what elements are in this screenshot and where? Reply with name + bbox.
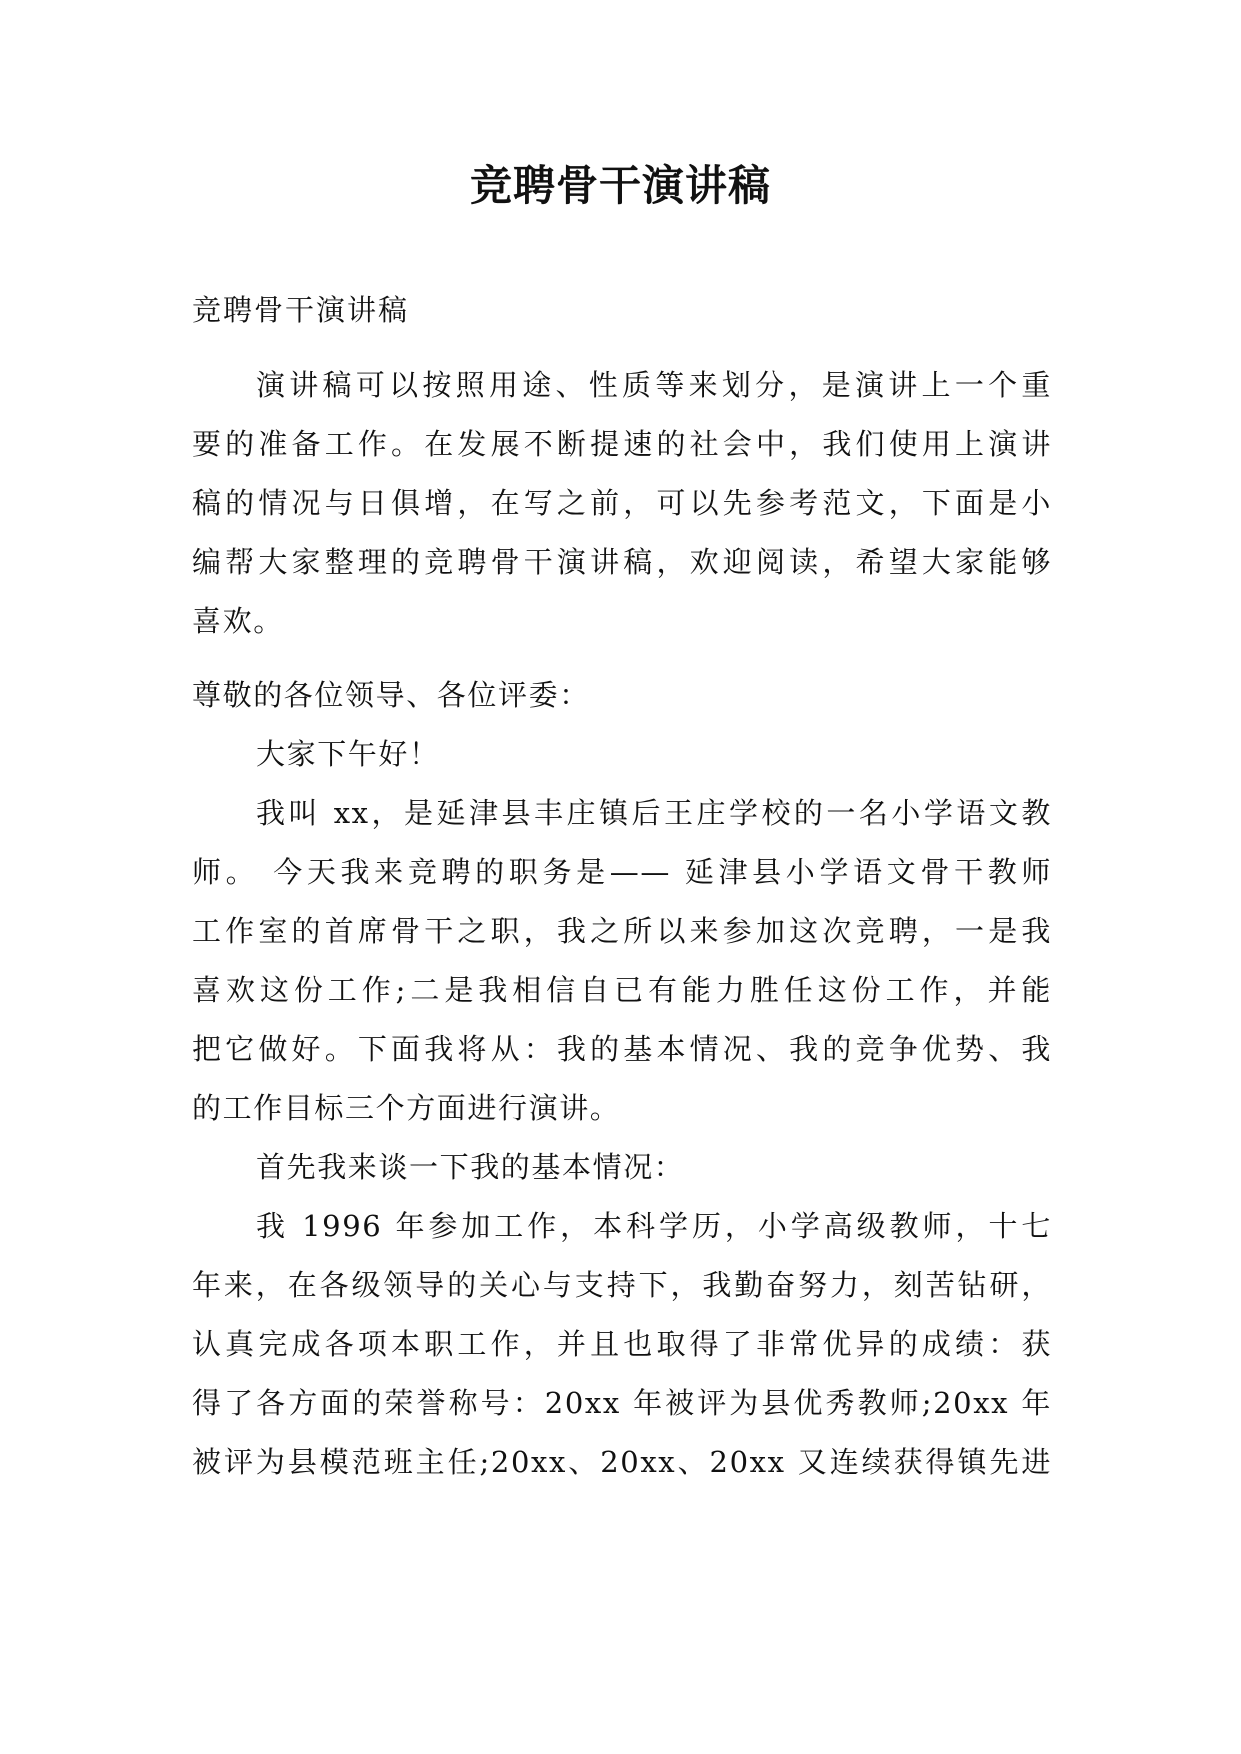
intro-line: 稿的情况与日俱增，在写之前，可以先参考范文，下面是小 xyxy=(192,486,1052,520)
body-line: 我 1996 年参加工作，本科学历，小学高级教师，十七 xyxy=(256,1209,1052,1243)
document-subtitle: 竞聘骨干演讲稿 xyxy=(192,293,410,327)
intro-paragraph xyxy=(192,356,1052,651)
intro-line: 要的准备工作。在发展不断提速的社会中，我们使用上演讲 xyxy=(192,427,1052,461)
body-line: 得了各方面的荣誉称号：20xx 年被评为县优秀教师;20xx 年 xyxy=(192,1386,1052,1420)
body-line: 被评为县模范班主任;20xx、20xx、20xx 又连续获得镇先进 xyxy=(192,1445,1052,1479)
body-line: 认真完成各项本职工作，并且也取得了非常优异的成绩：获 xyxy=(192,1327,1052,1361)
body-line: 师。 今天我来竞聘的职务是—— 延津县小学语文骨干教师 xyxy=(192,855,1052,889)
greeting: 大家下午好！ xyxy=(256,737,440,771)
document-title: 竞聘骨干演讲稿 xyxy=(469,161,771,210)
intro-line: 演讲稿可以按照用途、性质等来划分，是演讲上一个重 xyxy=(256,368,1052,402)
intro-line: 喜欢。 xyxy=(192,604,284,638)
body-line: 把它做好。下面我将从：我的基本情况、我的竞争优势、我 xyxy=(192,1032,1052,1066)
body-line: 年来，在各级领导的关心与支持下，我勤奋努力，刻苦钻研， xyxy=(192,1268,1052,1302)
salutation: 尊敬的各位领导、各位评委： xyxy=(192,678,590,712)
section-intro-line: 首先我来谈一下我的基本情况： xyxy=(256,1150,685,1184)
body-line: 喜欢这份工作;二是我相信自已有能力胜任这份工作，并能 xyxy=(192,973,1052,1007)
intro-line: 编帮大家整理的竞聘骨干演讲稿，欢迎阅读，希望大家能够 xyxy=(192,545,1052,579)
body-line: 工作室的首席骨干之职，我之所以来参加这次竞聘，一是我 xyxy=(192,914,1052,948)
body-line: 的工作目标三个方面进行演讲。 xyxy=(192,1091,621,1125)
body-line: 我叫 xx，是延津县丰庄镇后王庄学校的一名小学语文教 xyxy=(256,796,1052,830)
speech-body xyxy=(192,666,1052,1492)
